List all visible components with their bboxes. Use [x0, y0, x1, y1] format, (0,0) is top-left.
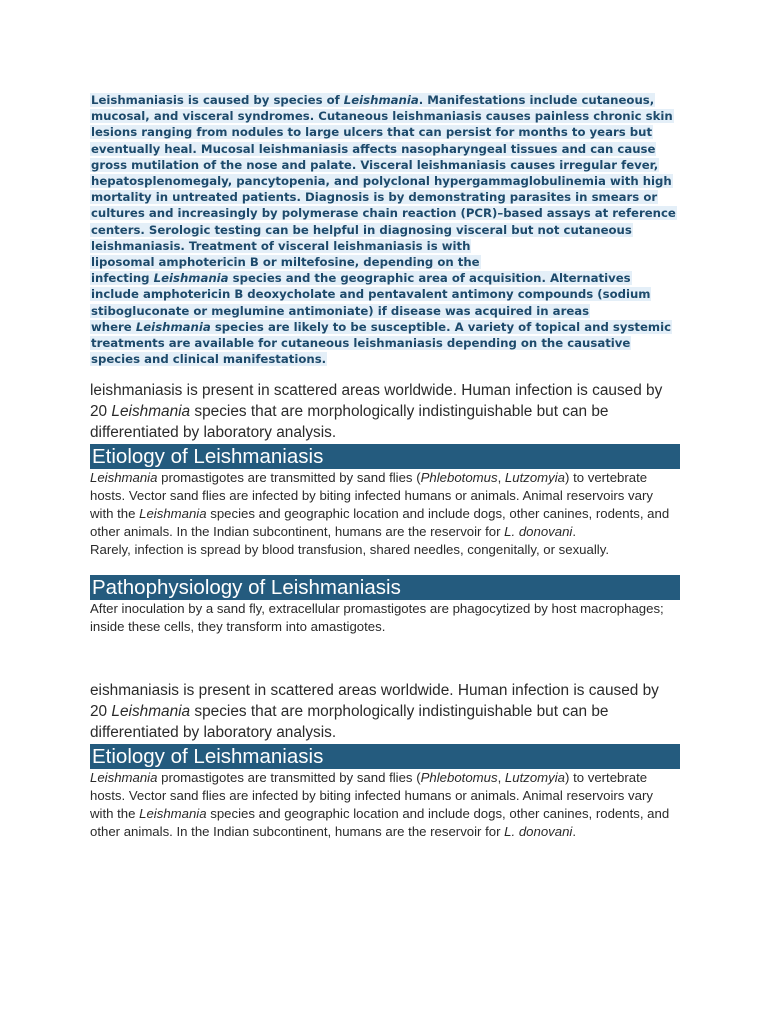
text-run: , — [497, 770, 505, 786]
italic-term: Leishmania — [139, 806, 207, 822]
italic-term: Leishmania — [90, 770, 158, 786]
text-run: . — [572, 824, 577, 840]
italic-term: Leishmania — [139, 506, 207, 522]
etiology-heading: Etiology of Leishmaniasis — [90, 444, 680, 469]
text-run: promastigotes are transmitted by sand flies ( — [157, 470, 421, 486]
text-run: , — [497, 470, 505, 486]
text-run: species are likely to be susceptible. A variety of topical and systemic treatments are available for cutaneous leishmaniasis depending on the causative species and clinical manifestations. — [91, 319, 672, 367]
text-run: ) to vertebrate hosts. Vector sand flies are infected by biting infected humans or animals. Animal reservoirs vary with the — [90, 770, 653, 822]
italic-term: L. donovani — [504, 524, 573, 540]
etiology-paragraph-repeat — [90, 769, 680, 841]
text-run: leishmaniasis is present in scattered areas worldwide. Human infection is caused by 20 — [90, 382, 663, 421]
text-run: After inoculation by a sand fly, extracellular promastigotes are phagocytized by host macrophages; inside these cells, they transform into amastigotes. — [90, 601, 664, 635]
document-page — [90, 92, 680, 841]
etiology-heading-repeat: Etiology of Leishmaniasis — [90, 744, 680, 769]
pathophysiology-paragraph — [90, 600, 680, 636]
text-run: liposomal amphotericin B or miltefosine, depending on the — [91, 255, 480, 270]
italic-term: Leishmania — [90, 470, 158, 486]
text-run: . Manifestations include cutaneous, mucosal, and visceral syndromes. Cutaneous leishmaniasis causes painless chronic skin lesions ranging from nodules to large ulcers that can persist for months to years but eventually heal. Mucosal leishmaniasis affects nasopharyngeal tissues and can cause gross mutilation of the nose and palate. Visceral leishmaniasis causes irregular fever, hepatosplenomegaly, pancytopenia, and polyclonal hypergammaglobulinemia with high mortality in untreated patients. Diagnosis is by demonstrating parasites in smears or cultures and increasingly by polymerase chain reaction (PCR)–based assays at reference centers. Serologic testing can be helpful in diagnosing visceral but not cutaneous leishmaniasis. Treatment of visceral leishmaniasis is with — [91, 93, 676, 253]
summary-text — [90, 93, 677, 366]
text-run: species that are morphologically indistinguishable but can be differentiated by laboratory analysis. — [90, 403, 609, 442]
intro-paragraph-repeat — [90, 680, 680, 743]
italic-term: Leishmania — [343, 93, 419, 107]
text-run: where — [91, 319, 136, 334]
italic-term: Phlebotomus — [420, 470, 498, 486]
italic-term: Leishmania — [111, 703, 191, 721]
text-run: . — [572, 524, 577, 540]
text-run: eishmaniasis is present in scattered areas worldwide. Human infection is caused by 20 — [90, 682, 659, 721]
text-run: infecting — [91, 271, 154, 286]
italic-term: Phlebotomus — [420, 770, 498, 786]
italic-term: Lutzomyia — [504, 470, 566, 486]
italic-term: Lutzomyia — [504, 770, 566, 786]
etiology-paragraph — [90, 469, 680, 559]
text-run: Leishmaniasis is caused by species of — [91, 93, 344, 107]
text-run: species and the geographic area of acquisition. Alternatives include amphotericin B deoxycholate and pentavalent antimony compounds (sodium stibogluconate or meglumine antimoniate) if disease was acquired in areas — [91, 271, 651, 318]
text-run: promastigotes are transmitted by sand flies ( — [157, 770, 421, 786]
text-run: species and geographic location and include dogs, other canines, rodents, and other animals. In the Indian subcontinent, humans are the reservoir for — [90, 806, 670, 840]
italic-term: L. donovani — [504, 824, 573, 840]
summary-paragraph — [90, 92, 680, 367]
text-run: Rarely, infection is spread by blood transfusion, shared needles, congenitally, or sexually. — [90, 542, 609, 558]
pathophysiology-heading: Pathophysiology of Leishmaniasis — [90, 575, 680, 600]
text-run: species and geographic location and include dogs, other canines, rodents, and other animals. In the Indian subcontinent, humans are the reservoir for — [90, 506, 670, 540]
text-run: species that are morphologically indistinguishable but can be differentiated by laboratory analysis. — [90, 703, 609, 742]
italic-term: Leishmania — [153, 271, 229, 286]
text-run: ) to vertebrate hosts. Vector sand flies are infected by biting infected humans or animals. Animal reservoirs vary with the — [90, 470, 653, 522]
intro-paragraph — [90, 380, 680, 443]
italic-term: Leishmania — [135, 319, 211, 334]
italic-term: Leishmania — [111, 403, 191, 421]
